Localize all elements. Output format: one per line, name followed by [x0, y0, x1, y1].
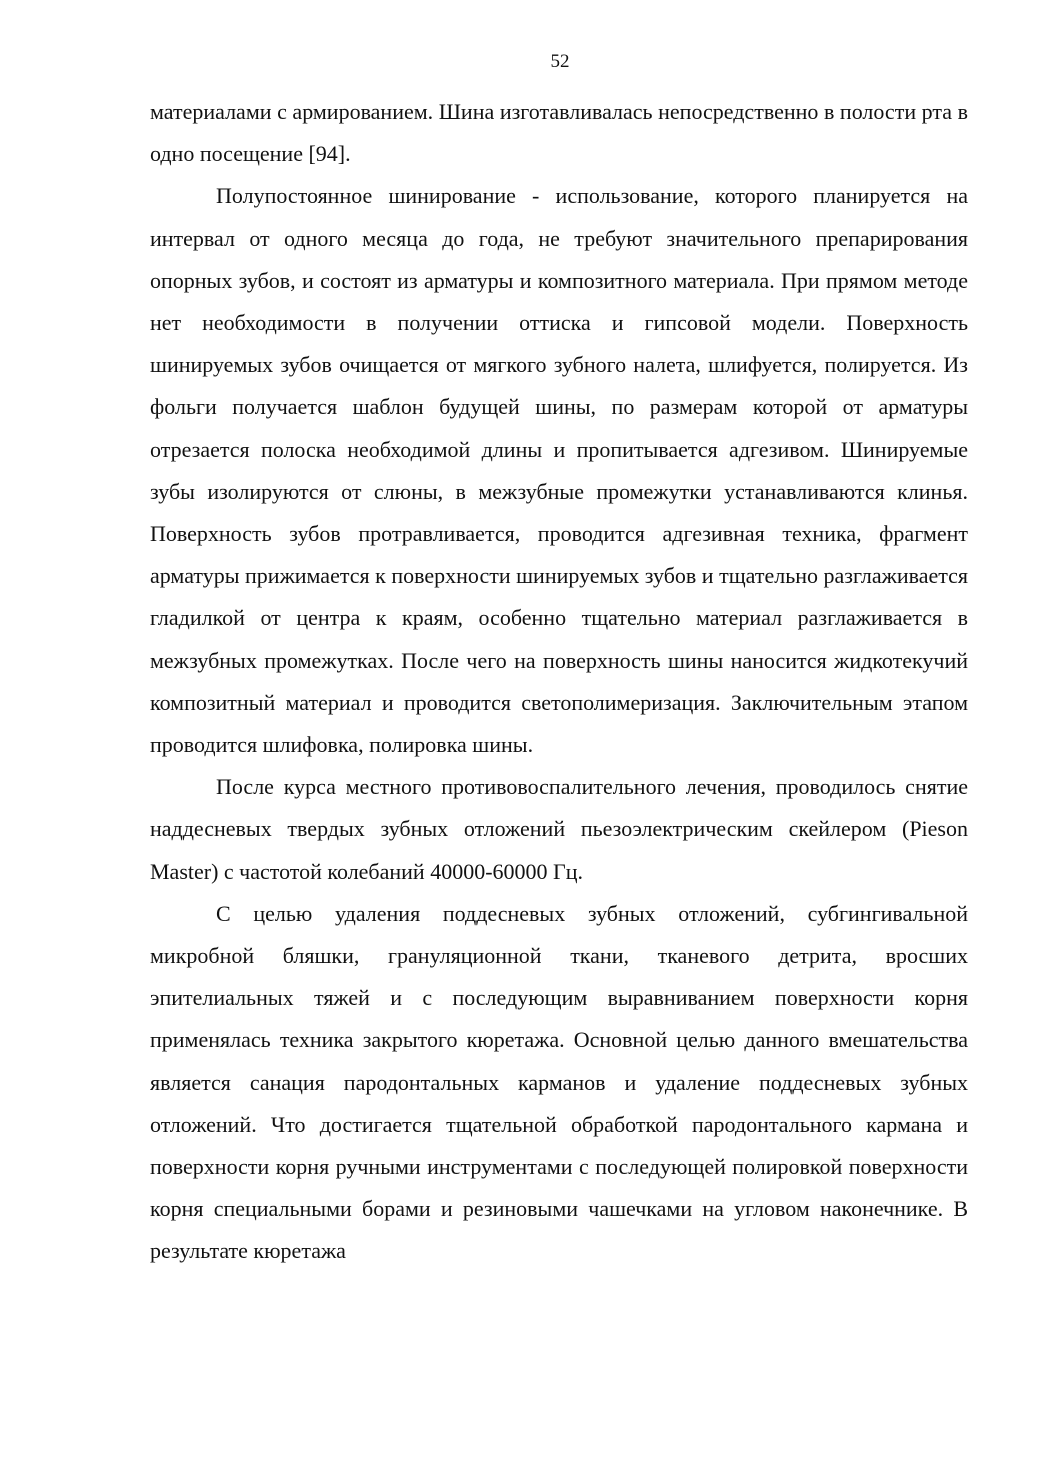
page-number: 52	[550, 51, 570, 72]
paragraph-scaling: После курса местного противовоспалительного лечения, проводилось снятие наддесневых твердых зубных отложений пьезоэлектрическим скейлером (Pieson Master) с частотой колебаний 40000-60000 Гц.	[150, 774, 968, 884]
paragraph-closed-curettage: С целью удаления поддесневых зубных отложений, субгингивальной микробной бляшки, грануляционной ткани, тканевого детрита, вросших эпителиальных тяжей и с последующим выравниванием поверхности корня применялась техника закрытого кюретажа. Основной целью данного вмешательства является санация пародонтальных карманов и удаление поддесневых зубных отложений. Что достигается тщательной обработкой пародонтального кармана и поверхности корня ручными инструментами с последующей полировкой поверхности корня специальными борами и резиновыми чашечками на угловом наконечнике. В результате кюретажа	[150, 900, 968, 1264]
paragraph-continuation: материалами с армированием. Шина изготавливалась непосредственно в полости рта в одно посещение [94].	[150, 99, 968, 167]
paragraph-semipermanent-splinting: Полупостоянное шинирование - использование, которого планируется на интервал от одного месяца до года, не требуют значительного препарирования опорных зубов, и состоят из арматуры и композитного материала. При прямом методе нет необходимости в получении оттиска и гипсовой модели. Поверхность шинируемых зубов очищается от мягкого зубного налета, шлифуется, полируется. Из фольги получается шаблон будущей шины, по размерам которой от арматуры отрезается полоска необходимой длины и пропитывается адгезивом. Шинируемые зубы изолируются от слюны, в межзубные промежутки устанавливаются клинья. Поверхность зубов протравливается, проводится адгезивная техника, фрагмент арматуры прижимается к поверхности шинируемых зубов и тщательно разглаживается гладилкой от центра к краям, особенно тщательно материал разглаживается в межзубных промежутках. После чего на поверхность шины наносится жидкотекучий композитный материал и проводится светополимеризация. Заключительным этапом проводится шлифовка, полировка шины.	[150, 183, 968, 758]
body-text	[150, 91, 968, 1273]
